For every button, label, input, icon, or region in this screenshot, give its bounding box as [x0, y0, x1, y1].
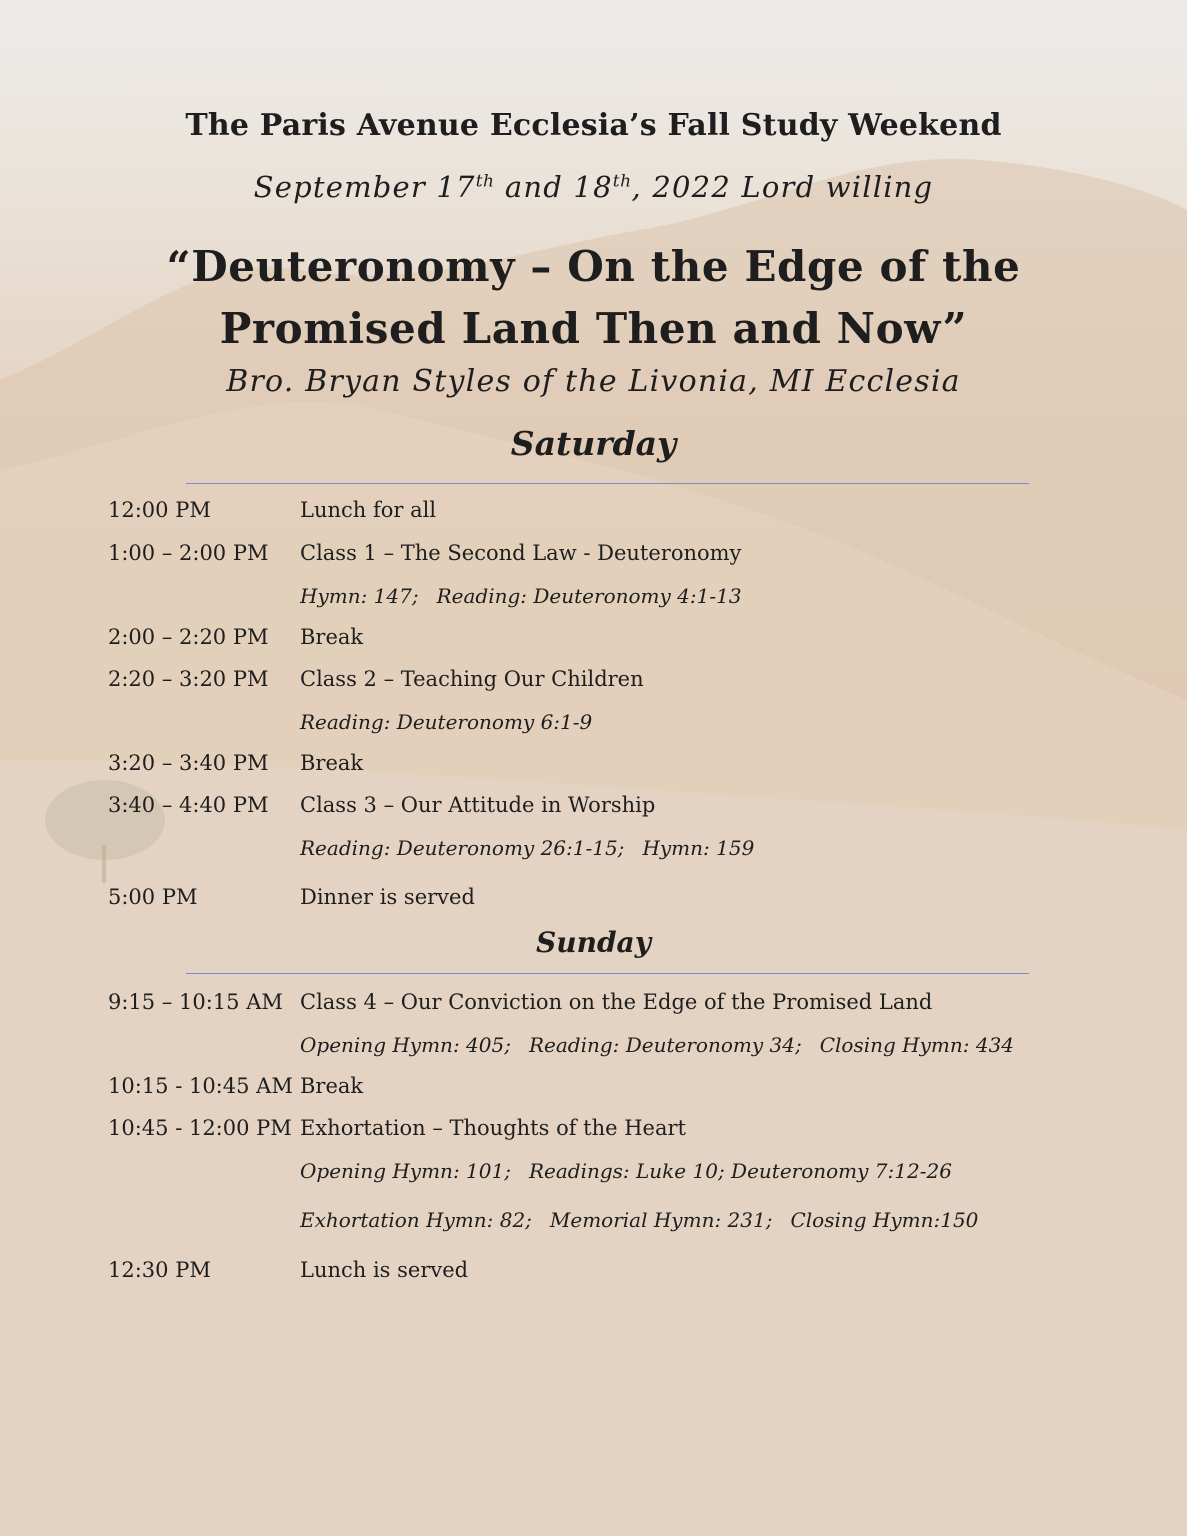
row-time: 3:20 – 3:40 PM — [108, 751, 269, 775]
row-time: 3:40 – 4:40 PM — [108, 793, 269, 817]
schedule-row — [108, 1074, 363, 1098]
row-details — [300, 1159, 952, 1183]
event-date — [0, 170, 1187, 204]
row-description: Break — [300, 751, 364, 775]
hymn-note: Opening Hymn: 101; — [300, 1159, 511, 1183]
hymn-note: Closing Hymn: 434 — [819, 1033, 1015, 1057]
row-details — [300, 1208, 978, 1232]
schedule-row — [108, 885, 475, 909]
row-time: 2:00 – 2:20 PM — [108, 625, 269, 649]
reading-note: Reading: Deuteronomy 4:1-13 — [436, 584, 742, 608]
row-description: Lunch is served — [300, 1258, 469, 1282]
row-description: Class 2 – Teaching Our Children — [300, 667, 644, 691]
study-title — [0, 236, 1187, 360]
hymn-note: Memorial Hymn: 231; — [549, 1208, 773, 1232]
schedule-row — [108, 751, 363, 775]
row-description: Lunch for all — [300, 498, 437, 522]
schedule-row — [108, 1116, 686, 1140]
row-time: 9:15 – 10:15 AM — [108, 990, 283, 1014]
row-time: 10:15 - 10:45 AM — [108, 1074, 293, 1098]
schedule-row — [108, 625, 363, 649]
organization-title: The Paris Avenue Ecclesia’s Fall Study Weekend — [185, 108, 1002, 143]
row-description: Break — [300, 625, 364, 649]
row-time: 5:00 PM — [108, 885, 198, 909]
hymn-note: Closing Hymn:150 — [790, 1208, 979, 1232]
sunday-divider — [186, 973, 1029, 974]
study-title-line-1: “Deuteronomy – On the Edge of the — [166, 242, 1021, 291]
hymn-note: Opening Hymn: 405; — [300, 1033, 511, 1057]
schedule-row — [108, 498, 436, 522]
date-middle: and 18 — [494, 170, 613, 204]
schedule-row — [108, 541, 741, 565]
date-ordinal-2: th — [612, 171, 632, 192]
schedule-row — [108, 793, 655, 817]
sunday-heading: Sunday — [536, 926, 651, 959]
row-description: Exhortation – Thoughts of the Heart — [300, 1116, 686, 1140]
row-time: 12:30 PM — [108, 1258, 211, 1282]
row-time: 10:45 - 12:00 PM — [108, 1116, 292, 1140]
reading-note: Readings: Luke 10; Deuteronomy 7:12-26 — [528, 1159, 952, 1183]
date-prefix: September 17 — [253, 170, 476, 204]
row-description: Class 4 – Our Conviction on the Edge of the Promised Land — [300, 990, 933, 1014]
schedule-row — [108, 1258, 468, 1282]
row-description: Class 3 – Our Attitude in Worship — [300, 793, 656, 817]
speaker: Bro. Bryan Styles of the Livonia, MI Ecclesia — [226, 364, 961, 399]
hymn-note: Hymn: 147; — [300, 584, 419, 608]
reading-note: Reading: Deuteronomy 6:1-9 — [300, 710, 593, 734]
schedule-row — [108, 990, 932, 1014]
saturday-heading: Saturday — [510, 424, 677, 463]
row-description: Dinner is served — [300, 885, 475, 909]
reading-note: Reading: Deuteronomy 34; — [528, 1033, 802, 1057]
row-details — [300, 584, 742, 608]
row-time: 1:00 – 2:00 PM — [108, 541, 269, 565]
row-description: Break — [300, 1074, 364, 1098]
date-suffix: , 2022 Lord willing — [631, 170, 934, 204]
row-time: 2:20 – 3:20 PM — [108, 667, 269, 691]
hymn-note: Exhortation Hymn: 82; — [300, 1208, 532, 1232]
row-time: 12:00 PM — [108, 498, 211, 522]
date-ordinal-1: th — [475, 171, 495, 192]
row-description: Class 1 – The Second Law - Deuteronomy — [300, 541, 742, 565]
schedule-row — [108, 667, 644, 691]
saturday-divider — [186, 483, 1029, 484]
study-title-line-2: Promised Land Then and Now” — [219, 304, 968, 353]
row-details — [300, 710, 592, 734]
hymn-note: Hymn: 159 — [642, 836, 755, 860]
row-details — [300, 836, 754, 860]
row-details — [300, 1033, 1014, 1057]
reading-note: Reading: Deuteronomy 26:1-15; — [300, 836, 625, 860]
